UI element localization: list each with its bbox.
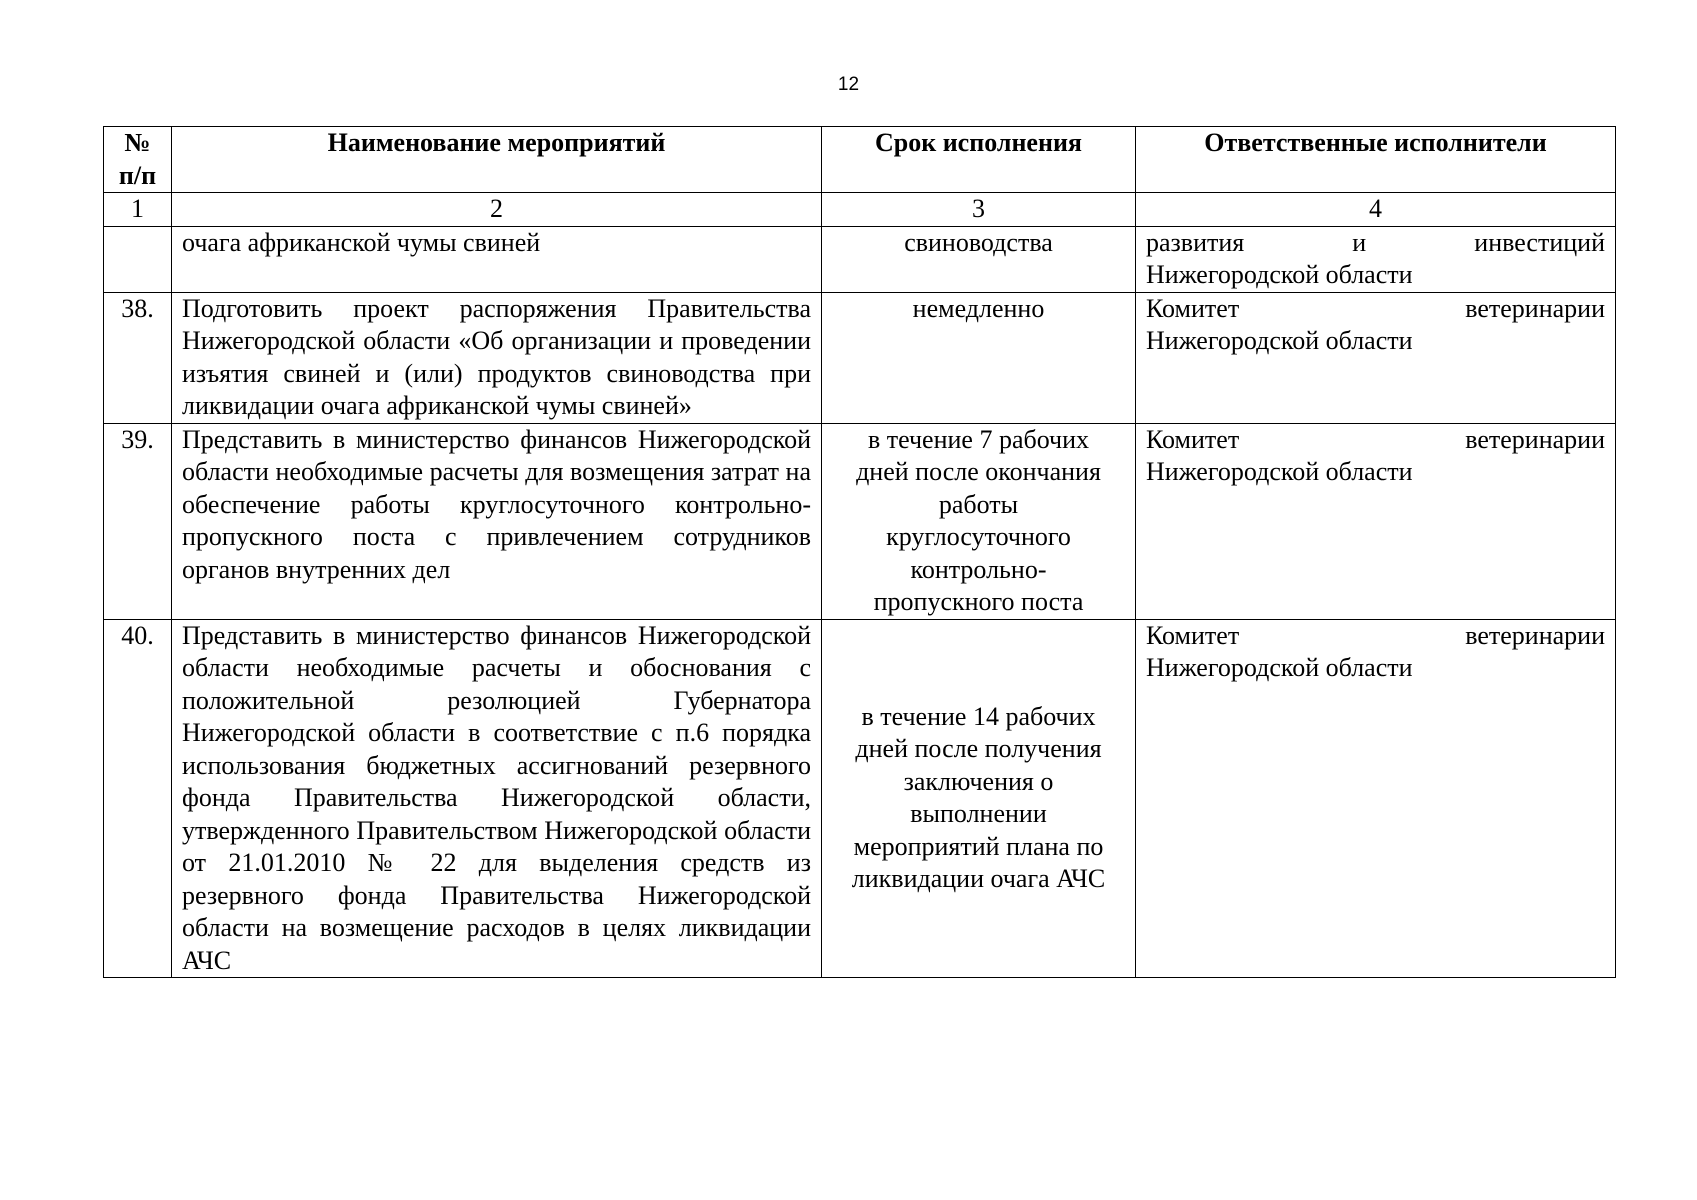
header-responsible: Ответственные исполнители: [1136, 127, 1616, 193]
responsible-line: Комитет ветеринарии: [1146, 424, 1605, 454]
deadline: свиноводства: [822, 226, 1136, 292]
deadline-line: в течение 7 рабочих: [867, 424, 1090, 454]
column-number: 1: [104, 193, 172, 227]
measure-name: очага африканской чумы свиней: [172, 226, 822, 292]
responsible: [1136, 423, 1616, 619]
responsible-line: Комитет ветеринарии: [1146, 293, 1605, 323]
deadline: немедленно: [822, 292, 1136, 423]
page-number: 12: [837, 74, 860, 95]
table-row: [104, 292, 1616, 423]
measures-table: [103, 126, 1616, 978]
measure-name: Подготовить проект распоряжения Правительства Нижегородской области «Об организации и проведении изъятия свиней и (или) продуктов свиноводства при ликвидации очага африканской чумы свиней»: [172, 292, 822, 423]
deadline-line: круглосуточного: [886, 522, 1071, 551]
header-num: [104, 127, 172, 193]
header-term: Срок исполнения: [822, 127, 1136, 193]
header-num-line-2: п/п: [118, 160, 157, 190]
deadline-line: мероприятий плана по: [853, 831, 1104, 861]
header-num-line-1: №: [124, 128, 151, 157]
responsible: [1136, 226, 1616, 292]
responsible-line: Нижегородской области: [1146, 326, 1413, 355]
row-number: 40.: [104, 619, 172, 978]
deadline-line: пропускного поста: [873, 587, 1084, 616]
deadline-line: дней после окончания: [856, 457, 1101, 486]
column-number: 4: [1136, 193, 1616, 227]
deadline-line: заключения о: [903, 766, 1054, 796]
responsible: [1136, 292, 1616, 423]
deadline-line: работы: [938, 489, 1019, 519]
responsible-line: Нижегородской области: [1146, 457, 1413, 486]
responsible-line: Нижегородской области: [1146, 260, 1413, 289]
responsible-line: Нижегородской области: [1146, 653, 1413, 682]
column-numbers-row: [104, 193, 1616, 227]
deadline-line: в течение 14 рабочих: [861, 701, 1096, 731]
responsible-line: развития и инвестиций: [1146, 227, 1605, 257]
measure-name: Представить в министерство финансов Нижегородской области необходимые расчеты и обоснования с положительной резолюцией Губернатора Нижегородской области в соответствие с п.6 порядка использования бюджетных ассигнований резервного фонда Правительства Нижегородской области, утвержденного Правительством Нижегородской области от 21.01.2010 № 22 для выделения средств из резервного фонда Правительства Нижегородской области на возмещение расходов в целях ликвидации АЧС: [172, 619, 822, 978]
header-name: Наименование мероприятий: [172, 127, 822, 193]
deadline-line: дней после получения: [855, 734, 1102, 764]
measure-name: Представить в министерство финансов Нижегородской области необходимые расчеты для возмещения затрат на обеспечение работы круглосуточного контрольно-пропускного поста с привлечением сотрудников органов внутренних дел: [172, 423, 822, 619]
responsible-line: Комитет ветеринарии: [1146, 620, 1605, 650]
deadline: [822, 423, 1136, 619]
table-row: [104, 226, 1616, 292]
header-row: [104, 127, 1616, 193]
deadline: [822, 619, 1136, 978]
row-number: 38.: [104, 292, 172, 423]
responsible: [1136, 619, 1616, 978]
deadline-line: контрольно-: [910, 554, 1047, 584]
deadline-line: ликвидации очага АЧС: [851, 864, 1106, 894]
column-number: 2: [172, 193, 822, 227]
table-row: [104, 619, 1616, 978]
table-row: [104, 423, 1616, 619]
row-number: 39.: [104, 423, 172, 619]
column-number: 3: [822, 193, 1136, 227]
row-number: [104, 226, 172, 292]
deadline-line: выполнении: [910, 799, 1047, 829]
